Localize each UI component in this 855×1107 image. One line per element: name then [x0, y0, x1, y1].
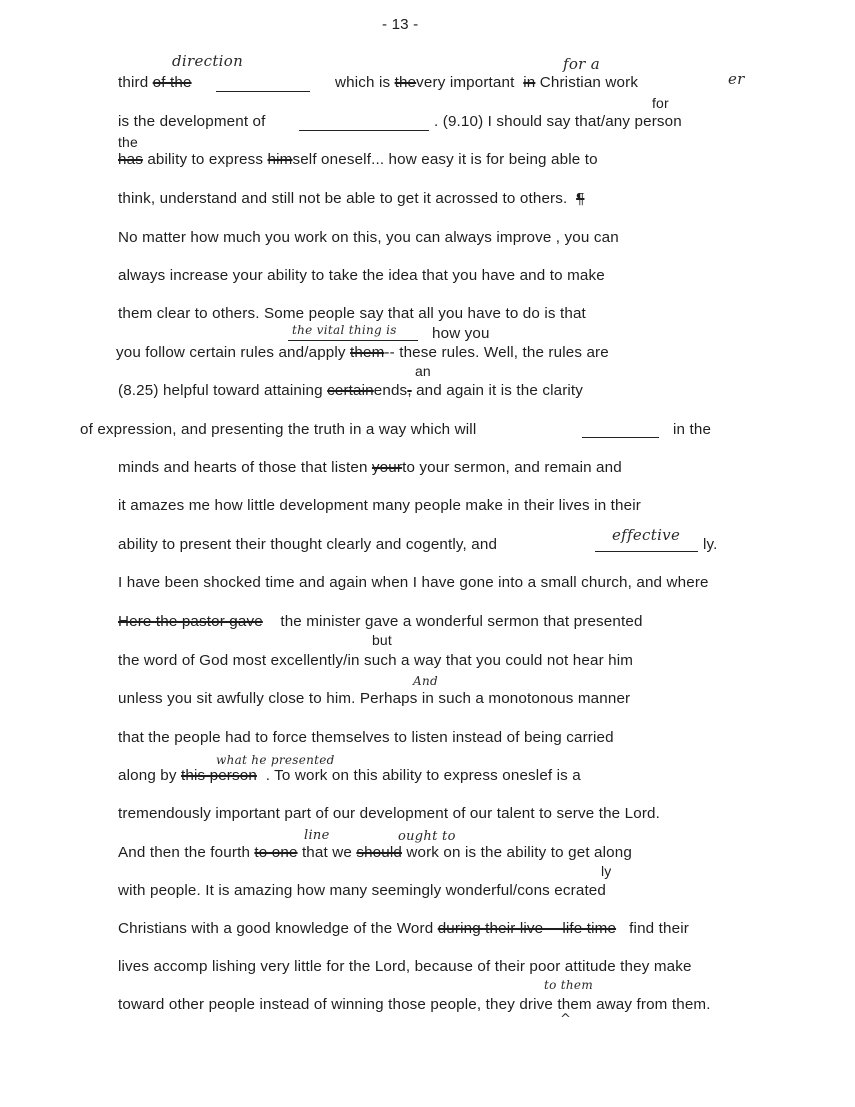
- insertion-caret: ^: [560, 1012, 571, 1027]
- line-8-above: how you: [432, 325, 490, 342]
- line-12: it amazes me how little development many people make in their lives in their: [118, 497, 641, 514]
- blank-line-13: [595, 551, 698, 552]
- handwritten-to-them: to them: [544, 978, 593, 992]
- line-3: has ability to express himself oneself... how easy it is for being able to: [118, 151, 598, 168]
- line-9: (8.25) helpful toward attaining certainends, and again it is the clarity: [118, 382, 584, 399]
- insert-the: the: [118, 134, 138, 150]
- line-18: that the people had to force themselves to listen instead of being carried: [118, 729, 614, 746]
- line-13a: ability to present their thought clearly and cogently, and: [118, 536, 498, 553]
- line-20: tremendously important part of our development of our talent to serve the Lord.: [118, 805, 661, 822]
- line-21: And then the fourth to one that we should work on is the ability to get along: [118, 844, 632, 861]
- line-11: minds and hearts of those that listen yourto your sermon, and remain and: [118, 459, 622, 476]
- insert-an: an: [415, 363, 431, 379]
- handwritten-and: And: [413, 674, 438, 688]
- line-17: unless you sit awfully close to him. Perhaps in such a monotonous manner: [118, 690, 631, 707]
- page-number: - 13 -: [382, 16, 419, 33]
- line-1a: third of the: [118, 74, 192, 91]
- insert-but: but: [372, 632, 392, 648]
- line-8: you follow certain rules and/apply them-- these rules. Well, the rules are: [116, 344, 609, 361]
- insert-ly: ly: [601, 863, 612, 879]
- line-19: along by this person . To work on this ability to express oneslef is a: [118, 767, 581, 784]
- handwritten-ought-to: ought to: [398, 829, 456, 844]
- handwritten-for-a: for a: [563, 55, 600, 73]
- line-2a: is the development of: [118, 113, 266, 130]
- line-22: with people. It is amazing how many seemingly wonderful/cons ecrated: [118, 882, 607, 899]
- handwritten-line: line: [304, 828, 330, 843]
- line-16: the word of God most excellently/in such a way that you could not hear him: [118, 652, 634, 669]
- line-15: Here the pastor gave the minister gave a wonderful sermon that presented: [118, 613, 643, 630]
- handwritten-effective: effective: [612, 526, 681, 544]
- line-14: I have been shocked time and again when I have gone into a small church, and where: [118, 574, 709, 591]
- blank-line-2: [299, 130, 429, 131]
- handwritten-er: er: [728, 70, 745, 88]
- blank-line-10: [582, 437, 659, 438]
- line-24: lives accomp lishing very little for the Lord, because of their poor attitude they make: [118, 958, 692, 975]
- line-23: Christians with a good knowledge of the Word during their live -- life time find their: [118, 920, 689, 937]
- insert-for: for: [652, 95, 669, 111]
- line-25: toward other people instead of winning those people, they drive them away from them.: [118, 996, 711, 1013]
- handwritten-vital-thing: the vital thing is: [292, 323, 397, 337]
- line-5: No matter how much you work on this, you can always improve , you can: [118, 229, 619, 246]
- line-1b: which is thevery important in Christian work: [335, 74, 639, 91]
- handwritten-what-he-presented: what he presented: [216, 753, 335, 767]
- line-6: always increase your ability to take the idea that you have and to make: [118, 267, 605, 284]
- line-13b: ly.: [703, 536, 718, 553]
- line-7: them clear to others. Some people say that all you have to do is that: [118, 305, 586, 322]
- line-2b: . (9.10) I should say that/any person: [434, 113, 682, 130]
- hand-underline-vital: [288, 340, 418, 341]
- line-10b: in the: [673, 421, 712, 438]
- line-4: think, understand and still not be able to get it acrossed to others. ¶: [118, 190, 585, 207]
- handwritten-direction: direction: [172, 52, 244, 70]
- line-10a: of expression, and presenting the truth in a way which will: [80, 421, 477, 438]
- blank-line-1: [216, 91, 310, 92]
